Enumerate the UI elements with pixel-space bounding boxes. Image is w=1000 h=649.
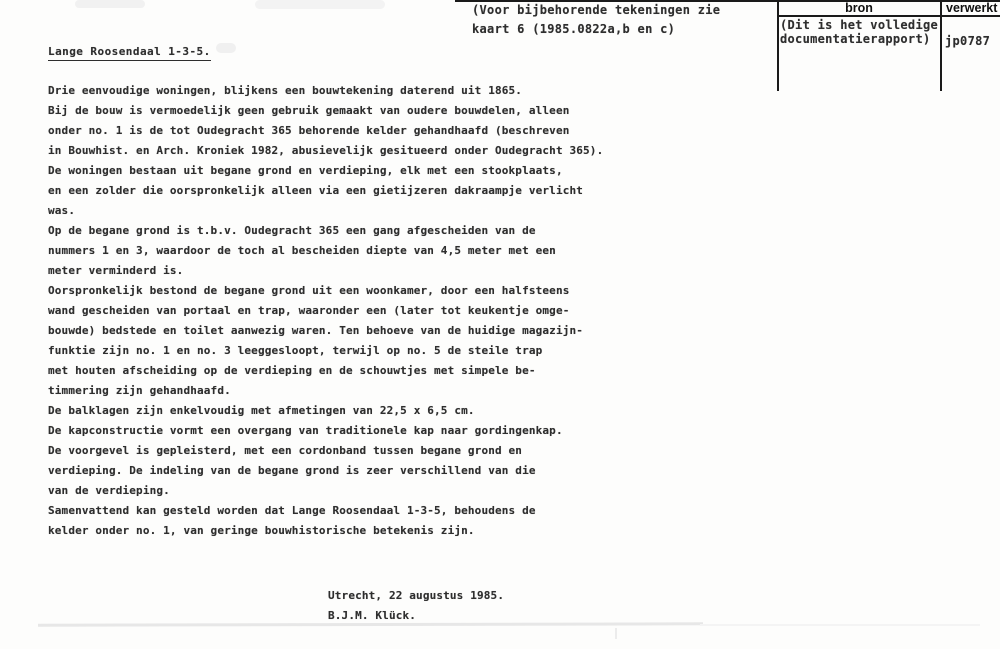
scan-smudge xyxy=(75,0,145,8)
verwerkt-column-header: verwerkt xyxy=(946,1,998,15)
body-line: De kapconstructie vormt een overgang van traditionele kap naar gordingenkap. xyxy=(48,424,563,437)
body-line: in Bouwhist. en Arch. Kroniek 1982, abusievelijk gesitueerd onder Oudegracht 365). xyxy=(48,144,604,157)
scan-streak xyxy=(700,624,980,626)
body-line: timmering zijn gehandhaafd. xyxy=(48,384,231,397)
body-line: De woningen bestaan uit begane grond en verdieping, elk met een stookplaats, xyxy=(48,164,563,177)
body-line: Drie eenvoudige woningen, blijkens een bouwtekening daterend uit 1865. xyxy=(48,84,523,97)
body-line: De voorgevel is gepleisterd, met een cordonband tussen begane grond en xyxy=(48,444,523,457)
body-line: was. xyxy=(48,204,76,217)
header-note-line2: kaart 6 (1985.0822a,b en c) xyxy=(472,22,676,36)
body-line: onder no. 1 is de tot Oudegracht 365 behorende kelder gehandhaafd (beschreven xyxy=(48,124,570,137)
body-line: verdieping. De indeling van de begane grond is zeer verschillend van die xyxy=(48,464,536,477)
document-title: Lange Roosendaal 1-3-5. xyxy=(48,45,211,61)
body-line: funktie zijn no. 1 en no. 3 leeggesloopt, terwijl op no. 5 de steile trap xyxy=(48,344,543,357)
body-line: nummers 1 en 3, waardoor de toch al bescheiden diepte van 4,5 meter met een xyxy=(48,244,556,257)
body-line: van de verdieping. xyxy=(48,484,170,497)
body-line: met houten afscheiding op de verdieping en de schouwtjes met simpele be- xyxy=(48,364,536,377)
body-line: Oorspronkelijk bestond de begane grond uit een woonkamer, door een halfsteens xyxy=(48,284,570,297)
body-line: en een zolder die oorspronkelijk alleen via een gietijzeren dakraampje verlicht xyxy=(48,184,584,197)
verwerkt-value: jp0787 xyxy=(945,34,991,48)
body-line: Op de begane grond is t.b.v. Oudegracht 365 een gang afgescheiden van de xyxy=(48,224,536,237)
bron-column-header: bron xyxy=(845,1,873,15)
body-line: Samenvattend kan gesteld worden dat Lange Roosendaal 1-3-5, behoudens de xyxy=(48,504,536,517)
signature-block xyxy=(328,586,504,626)
scan-mark xyxy=(615,628,617,639)
bron-value-line1: (Dit is het volledige xyxy=(780,18,939,32)
header-note xyxy=(472,1,720,39)
signature-place-date: Utrecht, 22 augustus 1985. xyxy=(328,589,505,602)
body-line: Bij de bouw is vermoedelijk geen gebruik gemaakt van oudere bouwdelen, alleen xyxy=(48,104,570,117)
header-note-line1: (Voor bijbehorende tekeningen zie xyxy=(472,3,721,17)
body-line: kelder onder no. 1, van geringe bouwhistorische betekenis zijn. xyxy=(48,524,475,537)
body-line: De balklagen zijn enkelvoudig met afmetingen van 22,5 x 6,5 cm. xyxy=(48,404,475,417)
signature-author: B.J.M. Klück. xyxy=(328,609,417,622)
body-line: wand gescheiden van portaal en trap, waaronder een (later tot keukentje omge- xyxy=(48,304,570,317)
body-line: bouwde) bedstede en toilet aanwezig waren. Ten behoeve van de huidige magazijn- xyxy=(48,324,584,337)
scan-smudge xyxy=(216,43,236,53)
bron-value-line2: documentatierapport) xyxy=(780,32,931,46)
document-body xyxy=(48,81,603,541)
body-line: meter verminderd is. xyxy=(48,264,184,277)
table-header-underline xyxy=(777,15,1000,17)
scan-smudge xyxy=(255,0,385,9)
table-vertical-middle xyxy=(940,0,942,91)
